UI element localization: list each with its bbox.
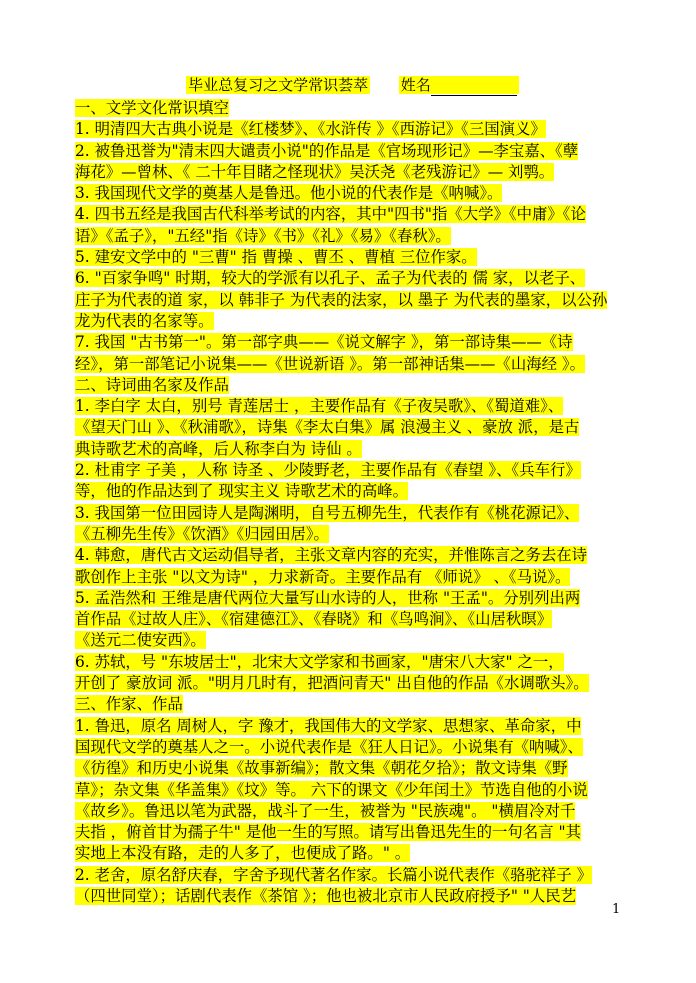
text-line xyxy=(75,567,630,588)
text-line-content: 草》；杂文集《华盖集》《坟》等。 六下的课文《少年闰土》节选自他的小说 xyxy=(75,780,588,799)
text-line-content: 1. 鲁迅，原名 周树人，字 豫才，我国伟大的文学家、思想家、革命家，中 xyxy=(75,716,582,735)
text-line-content: 3. 我国第一位田园诗人是陶渊明，自号五柳先生，代表作有《桃花源记》、 xyxy=(75,503,580,522)
document-title xyxy=(75,74,630,96)
text-line-content: 国现代文学的奠基人之一。小说代表作是《狂人日记》。小说集有《呐喊》、 xyxy=(75,737,583,756)
text-line xyxy=(75,290,630,311)
text-line-content: 歌创作上主张 "以文为诗" ，力求新奇。主要作品有 《师说》 、《马说》。 xyxy=(75,567,571,586)
name-label-text: 姓名 xyxy=(400,76,431,94)
text-line-content: 6. "百家争鸣" 时期，较大的学派有以孔子、孟子为代表的 儒 家，以老子、 xyxy=(75,269,586,288)
text-line-content: 2. 杜甫字 子美 ，人称 诗圣 、少陵野老，主要作品有《春望 》、《兵车行》 xyxy=(75,461,581,480)
text-line-content: 4. 四书五经是我国古代科举考试的内容，其中"四书"指《大学》《中庸》《论 xyxy=(75,205,586,224)
text-line-content: 《五柳先生传》《饮酒》《归园田居》。 xyxy=(75,524,329,543)
text-line-content: 庄子为代表的道 家，以 韩非子 为代表的法家，以 墨子 为代表的墨家，以公孙 xyxy=(75,290,608,309)
text-line xyxy=(75,609,630,630)
text-line-content: 实地上本没有路，走的人多了，也便成了路。" 。 xyxy=(75,844,411,863)
text-line-content: 7. 我国 "古书第一"。第一部字典——《说文解字 》，第一部诗集——《诗 xyxy=(75,333,573,352)
text-line-content: 2. 老舍，原名舒庆春，字舍予现代著名作家。长篇小说代表作《骆驼祥子 》 xyxy=(75,865,592,884)
text-line xyxy=(75,354,630,375)
text-line-content: 《送元二使安西》。 xyxy=(75,631,206,650)
text-line xyxy=(75,758,630,779)
text-line-content: 5. 孟浩然和 王维是唐代两位大量写山水诗的人，世称 "王孟"。分别列出两 xyxy=(75,588,581,607)
text-line-content: 典诗歌艺术的高峰，后人称李白为 诗仙 。 xyxy=(75,439,362,458)
text-line-content: （四世同堂）；话剧代表作《茶馆 》；他也被北京市人民政府授予" "人民艺 xyxy=(75,886,577,905)
text-line xyxy=(75,588,630,609)
text-line xyxy=(75,780,630,801)
text-line xyxy=(75,801,630,822)
text-line-content: 《望天门山 》、《秋浦歌》，诗集《李太白集》属 浪漫主义 、豪放 派，是古 xyxy=(75,418,580,437)
text-line xyxy=(75,460,630,481)
document-page xyxy=(75,74,630,907)
text-line-content: 4. 韩愈，唐代古文运动倡导者，主张文章内容的充实，并惟陈言之务去在诗 xyxy=(75,546,588,565)
text-line-content: 经》，第一部笔记小说集——《世说新语 》。第一部神话集——《山海经 》。 xyxy=(75,354,585,373)
text-line-content: 1. 李白字 太白，别号 青莲居士 ，主要作品有《子夜吴歌》、《蜀道难》、 xyxy=(75,397,564,416)
text-line xyxy=(75,545,630,566)
text-line xyxy=(75,886,630,907)
name-label xyxy=(399,76,519,94)
text-line-content: 等，他的作品达到了 现实主义 诗歌艺术的高峰。 xyxy=(75,482,408,501)
text-line xyxy=(75,119,630,140)
text-line xyxy=(75,226,630,247)
text-line-content: 1. 明清四大古典小说是《红楼梦》、《水浒传 》《西游记》《三国演义》 xyxy=(75,120,546,139)
text-line-content: 首作品《过故人庄》、《宿建德江》、《春晓》和《鸟鸣涧》、《山居秋暝》 xyxy=(75,610,553,629)
text-line-content: 一、文学文化常识填空 xyxy=(75,99,229,117)
text-line xyxy=(75,737,630,758)
text-line-content: 6. 苏轼，号 "东坡居士"，北宋大文学家和书画家，"唐宋八大家" 之一， xyxy=(75,652,564,671)
text-line xyxy=(75,439,630,460)
text-line xyxy=(75,247,630,268)
text-line-content: 5. 建安文学中的 "三曹" 指 曹操 、曹丕 、曹植 三位作家。 xyxy=(75,248,477,267)
text-line xyxy=(75,417,630,438)
text-line xyxy=(75,332,630,353)
text-line xyxy=(75,524,630,545)
text-line-content: 三、作家、作品 xyxy=(75,695,183,714)
text-line xyxy=(75,652,630,673)
text-line xyxy=(75,396,630,417)
text-line xyxy=(75,673,630,694)
text-line xyxy=(75,141,630,162)
text-line-content: 《故乡》。鲁迅以笔为武器，战斗了一生，被誉为 "民族魂"。 "横眉冷对千 xyxy=(75,801,576,820)
title-text: 毕业总复习之文学常识荟萃 xyxy=(188,76,369,94)
text-line-content: 夫指 ，俯首甘为孺子牛" 是他一生的写照。请写出鲁迅先生的一句名言 "其 xyxy=(75,823,581,842)
text-line xyxy=(75,268,630,289)
text-line-content: 3. 我国现代文学的奠基人是鲁迅。他小说的代表作是《呐喊》。 xyxy=(75,184,503,203)
text-line xyxy=(75,183,630,204)
text-line-content: 龙为代表的名家等。 xyxy=(75,311,214,330)
page-number: 1 xyxy=(612,902,621,917)
text-line xyxy=(75,843,630,864)
text-line-content: 2. 被鲁迅誉为"清末四大谴责小说"的作品是《官场现形记》—李宝嘉、《孽 xyxy=(75,141,579,160)
text-line xyxy=(75,865,630,886)
text-line xyxy=(75,98,630,119)
text-line xyxy=(75,204,630,225)
text-line-content: 开创了 豪放词 派。"明月几时有，把酒问青天" 出自他的作品《水调歌头》。 xyxy=(75,674,589,693)
text-line xyxy=(75,716,630,737)
name-blank xyxy=(431,80,517,96)
text-line xyxy=(75,630,630,651)
text-line xyxy=(75,311,630,332)
text-line xyxy=(75,375,630,396)
text-line-content: 语》《孟子》，"五经"指《诗》《书》《礼》《易》《春秋》。 xyxy=(75,226,451,245)
document-body xyxy=(75,98,630,907)
text-line xyxy=(75,503,630,524)
text-line xyxy=(75,481,630,502)
text-line xyxy=(75,694,630,715)
text-line-content: 《彷徨》和历史小说集《故事新编》；散文集《朝花夕拾》；散文诗集《野 xyxy=(75,759,568,778)
text-line-content: 二、诗词曲名家及作品 xyxy=(75,375,229,394)
text-line-content: 海花》—曾林、《 二十年目睹之怪现状》吴沃尧《老残游记》— 刘鹗。 xyxy=(75,162,555,181)
text-line xyxy=(75,162,630,183)
text-line xyxy=(75,822,630,843)
